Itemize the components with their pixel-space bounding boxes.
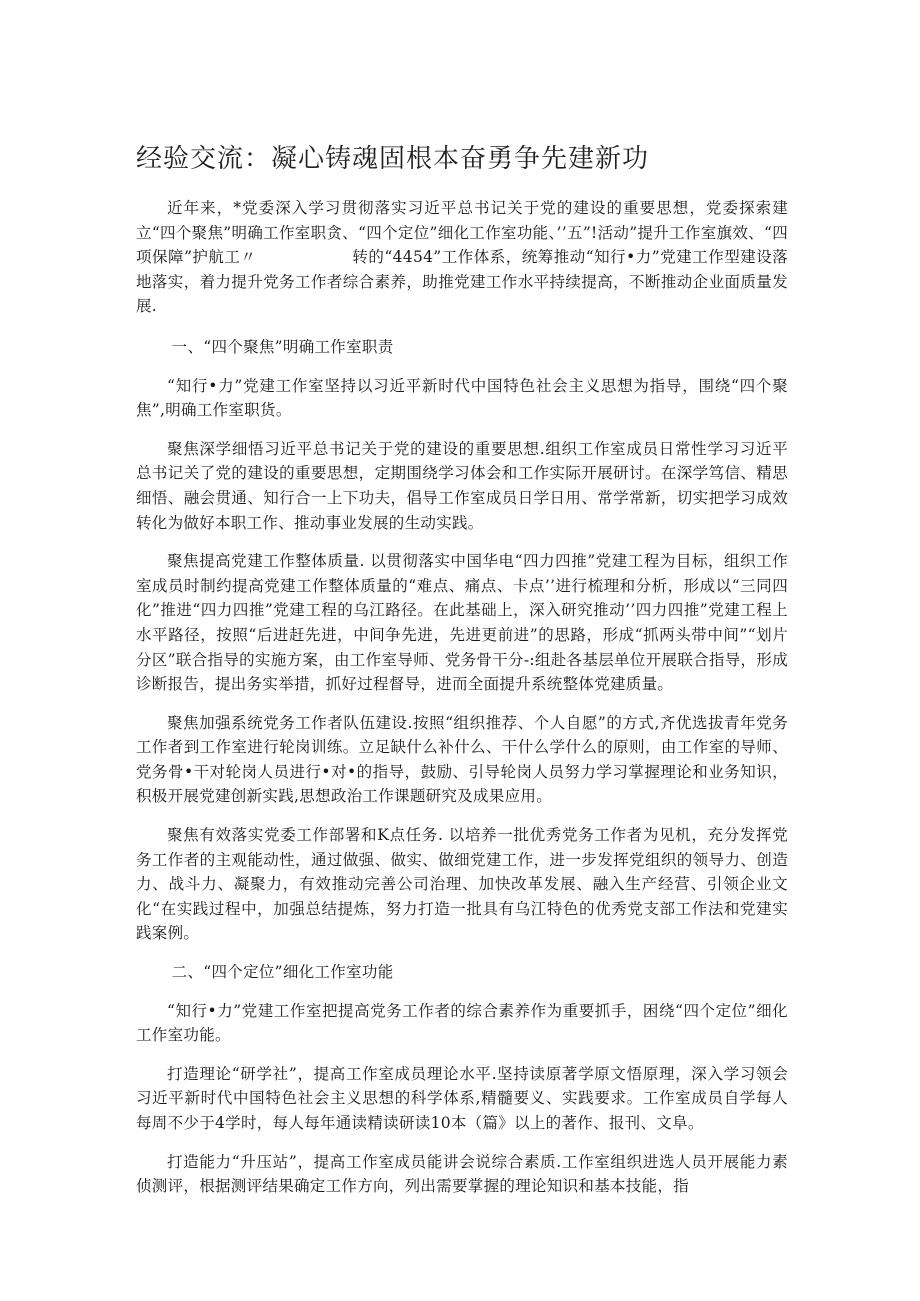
body-paragraph: 聚焦加强系统党务工作者队伍建设.按照“组织推荐、个人自愿”的方式,齐优选拔青年党务工作者到工作室进行轮岗训练。立足缺什么补什么、干什么学什么的原则，由工作室的导师、党务骨•干对轮岗人员进行•对•的指导，鼓励、引导轮岗人员努力学习掌握理论和业务知识，积极开展党建创新实践,思想政治工作课题研究及成果应用。: [136, 713, 788, 806]
body-paragraph: 打造理论“研学社”，提高工作室成员理论水平.坚持读原著学原文悟原理，深入学习领会习近平新时代中国特色社会主义思想的科学体系,精髓要义、实践要求。工作室成员自学每人每周不少于4学时，每人每年通读精读研读10本（篇》以上的著作、报刊、文阜。: [136, 1064, 788, 1132]
section-heading: 一、“四个聚焦”明确工作室职责: [171, 337, 394, 356]
body-paragraph: 聚焦深学细悟习近平总书记关于党的建设的重要思想.组织工作室成员日常性学习习近平总书记关了党的建设的重要思想，定期围绕学习体会和工作实际开展研讨。在深学笃信、精思细悟、融会贯通、知行合一上下功夫，倡导工作室成员日学日用、常学常新，切实把学习成效转化为做好本职工作、推动事业发展的生动实践。: [136, 439, 788, 532]
body-paragraph: 聚焦提高党建工作整体质量. 以贯彻落实中国华电“四力四推”党建工程为目标，组织工作室成员时制约提高党建工作整体质量的“难点、痛点、卡点’’进行梳理和分析，形成以“三同四化”推进“四力四推”党建工程的乌江路径。在此基础上，深入研究推动’’四力四推”党建工程上水平路径，按照“后进赶先进，中间争先进，先进更前进”的思路，形成“抓两头带中间”“划片分区”联合指导的实施方案，由工作室导师、党务骨干分-:组赴各基层单位开展联合指导，形成诊断报告，提出务实举措，抓好过程督导，进而全面提升系统整体党建质量。: [136, 552, 788, 694]
body-paragraph: “知行•力”党建工作室把提高党务工作者的综合素养作为重要抓手，困绕“四个定位”细化工作室功能。: [136, 1001, 788, 1045]
body-paragraph: 近年来，*党委深入学习贯彻落实习近平总书记关于党的建设的重要思想，党委探索建立“四个聚焦”明确工作室职贪、“四个定位”细化工作室功能、’’五”!活动”提升工作室旗效、“四项保障”护航工〃 转的“4454”工作体系，统筹推动“知行•力”党建工作型建设落地落实，着力提升党务工作者综合素养，助推党建工作水平持续提高，不断推动企业面质量发展.: [136, 199, 788, 316]
document-body: [136, 196, 788, 1213]
body-paragraph: “知行•力”党建工作室坚持以习近平新时代中国特色社会主义思想为指导，围绕“四个聚焦”,明确工作室职货。: [136, 376, 788, 420]
section-heading: 二、“四个定位”细化工作室功能: [171, 963, 394, 982]
document-title: 经验交流：凝心铸魂固根本奋勇争先建新功: [136, 144, 650, 174]
body-paragraph: 聚焦有效落实党委工作部署和K点任务. 以培养一批优秀党务工作者为见机，充分发挥党务工作者的主观能动性，通过做强、做实、做细党建工作，进一步发挥党组织的领导力、创造力、战斗力、凝聚力，有效推动完善公司治理、加快改革发展、融入生产经营、引领企业文化“在实践过程中，加强总结提炼，努力打造一批具有乌江特色的优秀党支部工作法和党建实践案例。: [136, 826, 788, 943]
body-paragraph: 打造能力“升压站”，提高工作室成员能讲会说综合素质.工作室组织进选人员开展能力素侦测评，根据测评结果确定工作方向，列出需要掌握的理论知识和基本技能，指: [136, 1152, 788, 1196]
